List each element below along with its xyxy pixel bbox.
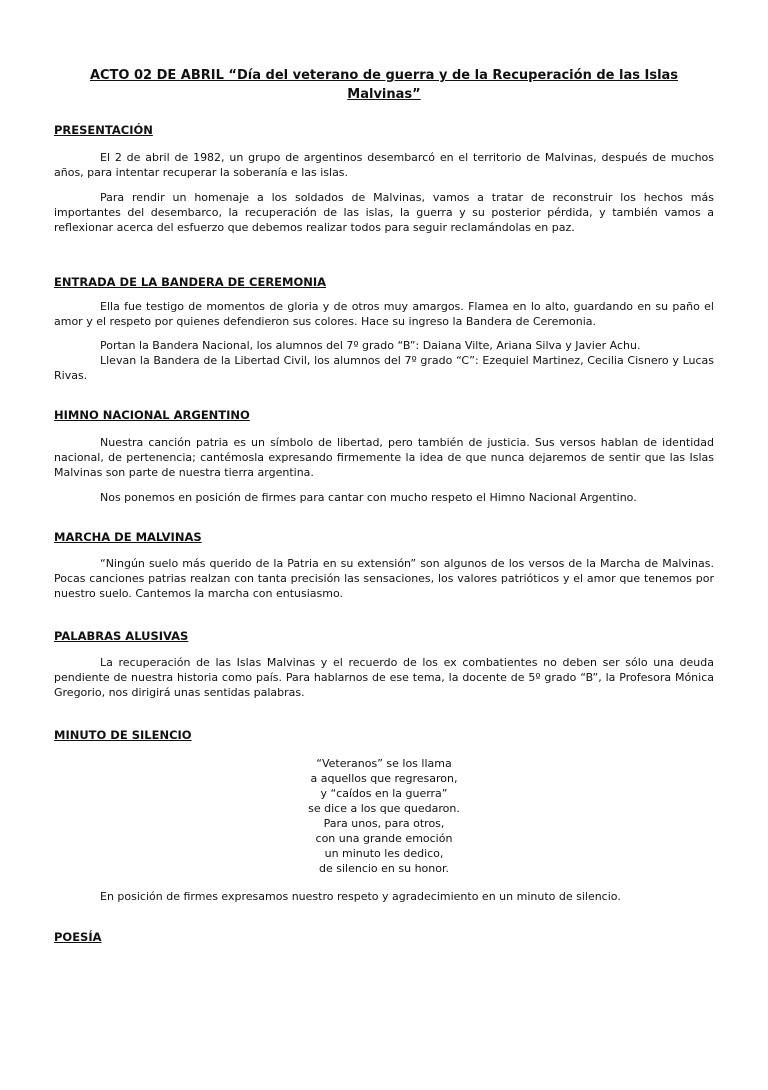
section-presentacion: [54, 122, 714, 235]
paragraph: Para rendir un homenaje a los soldados de Malvinas, vamos a tratar de reconstruir los hechos más importantes del desembarco, la recuperación de las islas, la guerra y su posterior pérdida, y también vamos a reflexionar acerca del esfuerzo que debemos realizar todos para seguir reclamándolas en paz.: [54, 191, 714, 234]
poem-line: “Veteranos” se los llama: [316, 757, 452, 770]
paragraph: Ella fue testigo de momentos de gloria y de otros muy amargos. Flamea en lo alto, guardando en su paño el amor y el respeto por quienes defendieron sus colores. Hace su ingreso la Bandera de Ceremonia.: [54, 300, 714, 328]
poem-line: con una grande emoción: [315, 832, 453, 845]
paragraph: La recuperación de las Islas Malvinas y el recuerdo de los ex combatientes no deben ser sólo una deuda pendiente de nuestra historia como país. Para hablarnos de ese tema, la docente de 5º grado “B”, la Profesora Mónica Gregorio, nos dirigirá unas sentidas palabras.: [54, 656, 714, 699]
section-heading-marcha: MARCHA DE MALVINAS: [54, 530, 202, 544]
paragraph: Llevan la Bandera de la Libertad Civil, los alumnos del 7º grado “C”: Ezequiel Martinez, Cecilia Cisnero y Lucas Rivas.: [54, 354, 714, 382]
section-heading-himno: HIMNO NACIONAL ARGENTINO: [54, 408, 250, 422]
section-bandera: [54, 274, 714, 383]
section-himno: [54, 407, 714, 505]
section-marcha: [54, 529, 714, 601]
section-heading-presentacion: PRESENTACIÓN: [54, 123, 153, 137]
poem-line: Para unos, para otros,: [323, 817, 445, 830]
poem-line: se dice a los que quedaron.: [308, 802, 460, 815]
section-heading-palabras: PALABRAS ALUSIVAS: [54, 629, 189, 643]
paragraph: En posición de firmes expresamos nuestro respeto y agradecimiento en un minuto de silencio.: [100, 890, 621, 903]
poem-line: y “caídos en la guerra”: [320, 787, 448, 800]
section-heading-bandera: ENTRADA DE LA BANDERA DE CEREMONIA: [54, 275, 327, 289]
paragraph: Nos ponemos en posición de firmes para cantar con mucho respeto el Himno Nacional Argentino.: [100, 491, 637, 504]
poem: [54, 756, 714, 876]
paragraph: Nuestra canción patria es un símbolo de libertad, pero también de justicia. Sus versos hablan de identidad nacional, de pertenencia; cantémosla expresando firmemente la idea de que nunca dejaremos de sentir que las Islas Malvinas son parte de nuestra tierra argentina.: [54, 436, 714, 479]
section-palabras: [54, 628, 714, 700]
section-heading-poesia: POESÍA: [54, 930, 102, 944]
paragraph: Portan la Bandera Nacional, los alumnos del 7º grado “B”: Daiana Vilte, Ariana Silva y Javier Achu.: [100, 339, 641, 352]
section-minuto: [54, 727, 714, 904]
document-page: [0, 66, 768, 1090]
poem-line: a aquellos que regresaron,: [310, 772, 458, 785]
section-heading-minuto: MINUTO DE SILENCIO: [54, 728, 192, 742]
paragraph: “Ningún suelo más querido de la Patria en su extensión” son algunos de los versos de la Marcha de Malvinas. Pocas canciones patrias realzan con tanta precisión las sensaciones, los valores patrióticos y el amor que tenemos por nuestro suelo. Cantemos la marcha con entusiasmo.: [54, 557, 714, 600]
paragraph: El 2 de abril de 1982, un grupo de argentinos desembarcó en el territorio de Malvinas, después de muchos años, para intentar recuperar la soberanía e las islas.: [54, 151, 714, 179]
document-title: ACTO 02 DE ABRIL “Día del veterano de guerra y de la Recuperación de las Islas Malvinas”: [89, 68, 679, 102]
poem-line: de silencio en su honor.: [318, 862, 449, 875]
poem-line: un minuto les dedico,: [324, 847, 444, 860]
section-poesia: [54, 929, 714, 945]
